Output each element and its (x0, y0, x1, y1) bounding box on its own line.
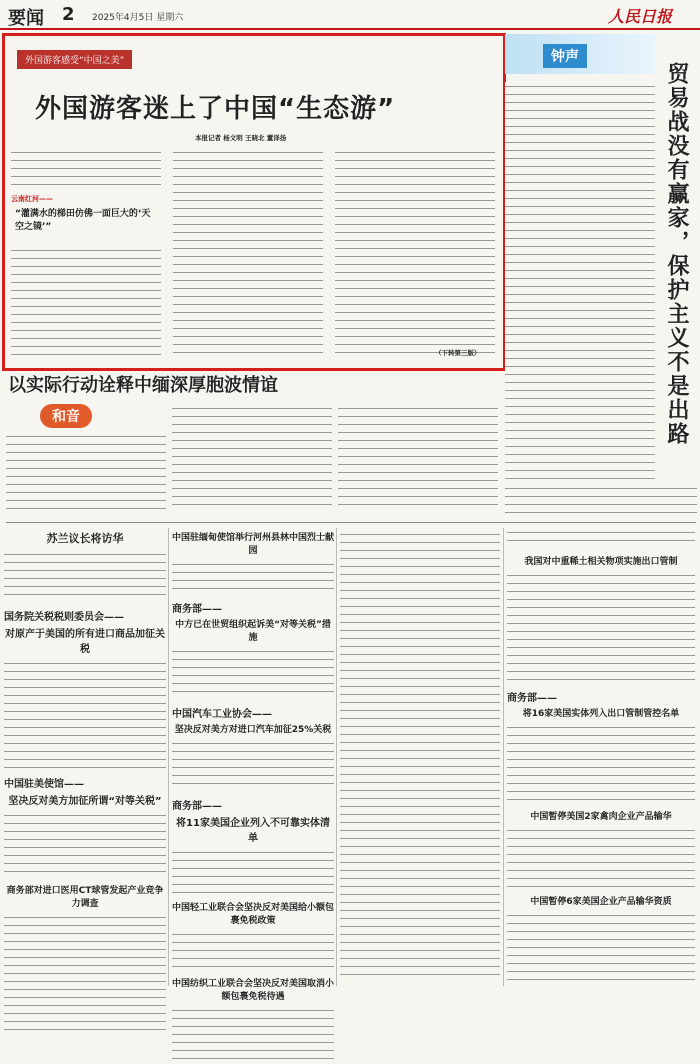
lead-kicker: 外国游客感受“中国之美” (17, 50, 132, 69)
lead-title[interactable]: 外国游客迷上了中国“生态游” (35, 94, 396, 124)
article-section: 中国驻美使馆—— (4, 779, 84, 790)
article-title[interactable]: 中国暂停美国2家禽肉企业产品输华 (530, 812, 672, 822)
lead-bylines: 本报记者 杨文明 王晓北 董泽扬 (195, 134, 287, 142)
article-title[interactable]: 将11家美国企业列入不可靠实体清单 (176, 818, 330, 844)
article-title[interactable]: 我国对中重稀土相关物项实施出口管制 (524, 557, 678, 567)
article-title[interactable]: 坚决反对美方加征所谓“对等关税” (8, 796, 162, 807)
divider (503, 528, 504, 986)
article-section: 商务部—— (507, 693, 557, 704)
lead-subhead: 云南红河—— (11, 195, 53, 203)
right-column (507, 528, 695, 986)
issue-date: 2025年4月5日 星期六 (92, 13, 184, 23)
article-section: 商务部—— (172, 604, 222, 615)
article-body (4, 811, 166, 877)
article-body (172, 647, 334, 699)
lead-body-text (335, 148, 495, 358)
continuation-text (340, 530, 500, 982)
commentary-tag: 钟声 (543, 44, 587, 68)
article-body (507, 911, 695, 983)
section-name: 要闻 (8, 8, 44, 29)
article-title[interactable]: 中国暂停6家美国企业产品输华资质 (530, 897, 672, 907)
article-title[interactable]: 苏兰议长将访华 (46, 532, 124, 545)
page-number: 2 (62, 4, 75, 25)
article-title[interactable]: 对原产于美国的所有进口商品加征关税 (5, 629, 165, 655)
right-column-body (505, 484, 697, 516)
feature-body (6, 432, 166, 512)
article-section: 中国汽车工业协会—— (172, 709, 272, 720)
commentary-column (505, 34, 697, 474)
article-title[interactable]: 中国驻缅甸使馆举行河州县林中国烈士献园 (172, 533, 335, 556)
article-body (4, 550, 166, 602)
article-title[interactable]: 坚决反对美方对进口汽车加征25%关税 (174, 725, 332, 735)
divider (6, 522, 696, 523)
article-section: 国务院关税税则委员会—— (4, 612, 124, 623)
article-body (507, 723, 695, 803)
lead-story-box[interactable] (2, 33, 506, 371)
article-section: 商务部—— (172, 801, 222, 812)
article-body (507, 826, 695, 888)
article-body (507, 571, 695, 683)
lead-body-text (11, 148, 161, 188)
feature-tag: 和音 (40, 404, 92, 428)
article-body (4, 659, 166, 769)
newspaper-logo: 人民日报 (608, 7, 673, 26)
divider (168, 528, 169, 986)
lead-body-text (11, 246, 161, 358)
commentary-body (507, 528, 695, 546)
article-body (172, 739, 334, 791)
lead-body-text (173, 148, 323, 358)
article-body (172, 560, 334, 594)
article-title[interactable]: 中方已在世贸组织起诉美“对等关税”措施 (175, 620, 331, 643)
masthead (0, 0, 700, 30)
article-body (4, 913, 166, 1033)
feature-title[interactable]: 以实际行动诠释中缅深厚胞波情谊 (8, 375, 278, 396)
article-body (172, 930, 334, 970)
article-body (172, 848, 334, 894)
article-title[interactable]: 商务部对进口医用CT球管发起产业竞争力调查 (6, 886, 164, 909)
article-title[interactable]: 中国轻工业联合会坚决反对美国给小额包裹免税政策 (172, 903, 335, 926)
continued-note: （下转第三版） (435, 349, 481, 357)
article-body (172, 1006, 334, 1064)
commentary-body (505, 82, 655, 514)
middle-column (172, 528, 335, 1002)
left-column (4, 528, 166, 986)
article-title[interactable]: 中国纺织工业联合会坚决反对美国取消小额包裹免税待遇 (172, 979, 335, 1002)
article-title[interactable]: 将16家美国实体列入出口管制管控名单 (522, 709, 680, 719)
feature-body (172, 404, 332, 512)
divider (336, 528, 337, 986)
commentary-title[interactable]: 贸易战没有赢家，保护主义不是出路 (664, 62, 689, 446)
feature-body (338, 404, 498, 512)
pull-quote: “灌满水的梯田仿佛一面巨大的‘天空之镜’” (15, 209, 151, 232)
